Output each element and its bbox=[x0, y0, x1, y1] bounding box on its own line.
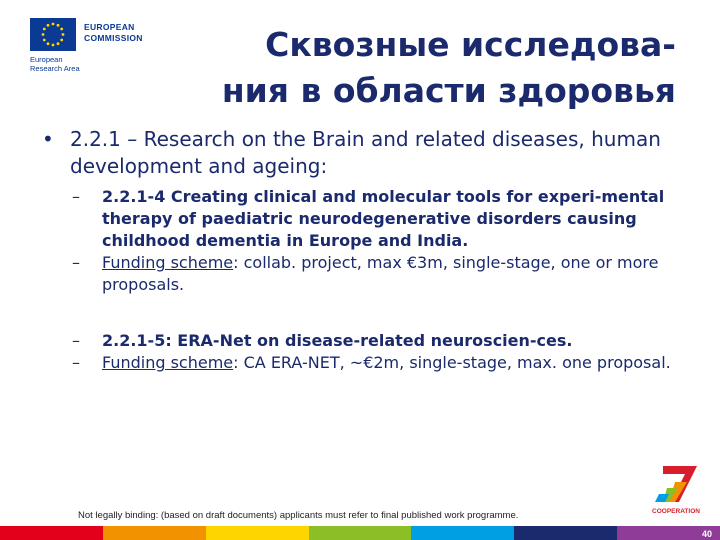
sub-item-text bbox=[102, 252, 692, 296]
bar-segment bbox=[514, 526, 617, 540]
slide-title bbox=[222, 22, 676, 114]
european-commission-logo bbox=[26, 14, 176, 74]
cooperation-logo-text: COOPERATION bbox=[652, 508, 700, 515]
bar-segment bbox=[411, 526, 514, 540]
sub-item-dash: – bbox=[72, 353, 80, 372]
eu-flag-icon bbox=[30, 18, 76, 51]
bar-segment bbox=[206, 526, 309, 540]
bottom-color-bar bbox=[0, 526, 720, 540]
funding-scheme-label: Funding scheme bbox=[102, 253, 234, 272]
sub-item-text bbox=[102, 352, 692, 374]
sub-item-text: 2.2.1-5: ERA-Net on disease-related neuroscien-ces. bbox=[102, 331, 573, 350]
bar-segment bbox=[103, 526, 206, 540]
logo-text-european: EUROPEAN bbox=[84, 22, 135, 32]
funding-scheme-details: : CA ERA-NET, ~€2m, single-stage, max. one proposal. bbox=[233, 353, 671, 372]
sub-item-dash: – bbox=[72, 253, 80, 272]
logo-text-commission: COMMISSION bbox=[84, 33, 143, 43]
logo-subtext-european: European bbox=[30, 55, 63, 64]
sub-item-text: 2.2.1-4 Creating clinical and molecular tools for experi-mental therapy of paediatric neurodegenerative disorders causing childhood dementia in Europe and India. bbox=[102, 187, 665, 250]
slide-title-line-2: ния в области здоровья bbox=[221, 71, 676, 110]
sub-item-topic-2-2-1-4 bbox=[72, 186, 692, 252]
funding-scheme-details: : collab. project, max €3m, single-stage, one or more proposals. bbox=[102, 253, 659, 294]
main-bullet-text: 2.2.1 – Research on the Brain and related diseases, human development and ageing: bbox=[70, 127, 661, 178]
bar-segment bbox=[309, 526, 412, 540]
slide-content bbox=[42, 126, 692, 374]
logo-subtext-research-area: Research Area bbox=[30, 64, 80, 73]
disclaimer-text: Not legally binding: (based on draft documents) applicants must refer to final published work programme. bbox=[78, 510, 519, 521]
cooperation-logo bbox=[645, 462, 705, 520]
slide-title-line-1: Сквозные исследова- bbox=[265, 25, 676, 64]
sub-item-funding-2 bbox=[72, 352, 692, 374]
sub-item-funding-1 bbox=[72, 252, 692, 296]
sub-item-dash: – bbox=[72, 187, 80, 206]
bar-segment bbox=[0, 526, 103, 540]
main-bullet bbox=[42, 126, 692, 180]
page-number: 40 bbox=[701, 529, 712, 539]
sub-item-dash: – bbox=[72, 331, 80, 350]
bullet-mark: • bbox=[42, 127, 54, 151]
funding-scheme-label: Funding scheme bbox=[102, 353, 234, 372]
sub-item-topic-2-2-1-5 bbox=[72, 330, 692, 352]
